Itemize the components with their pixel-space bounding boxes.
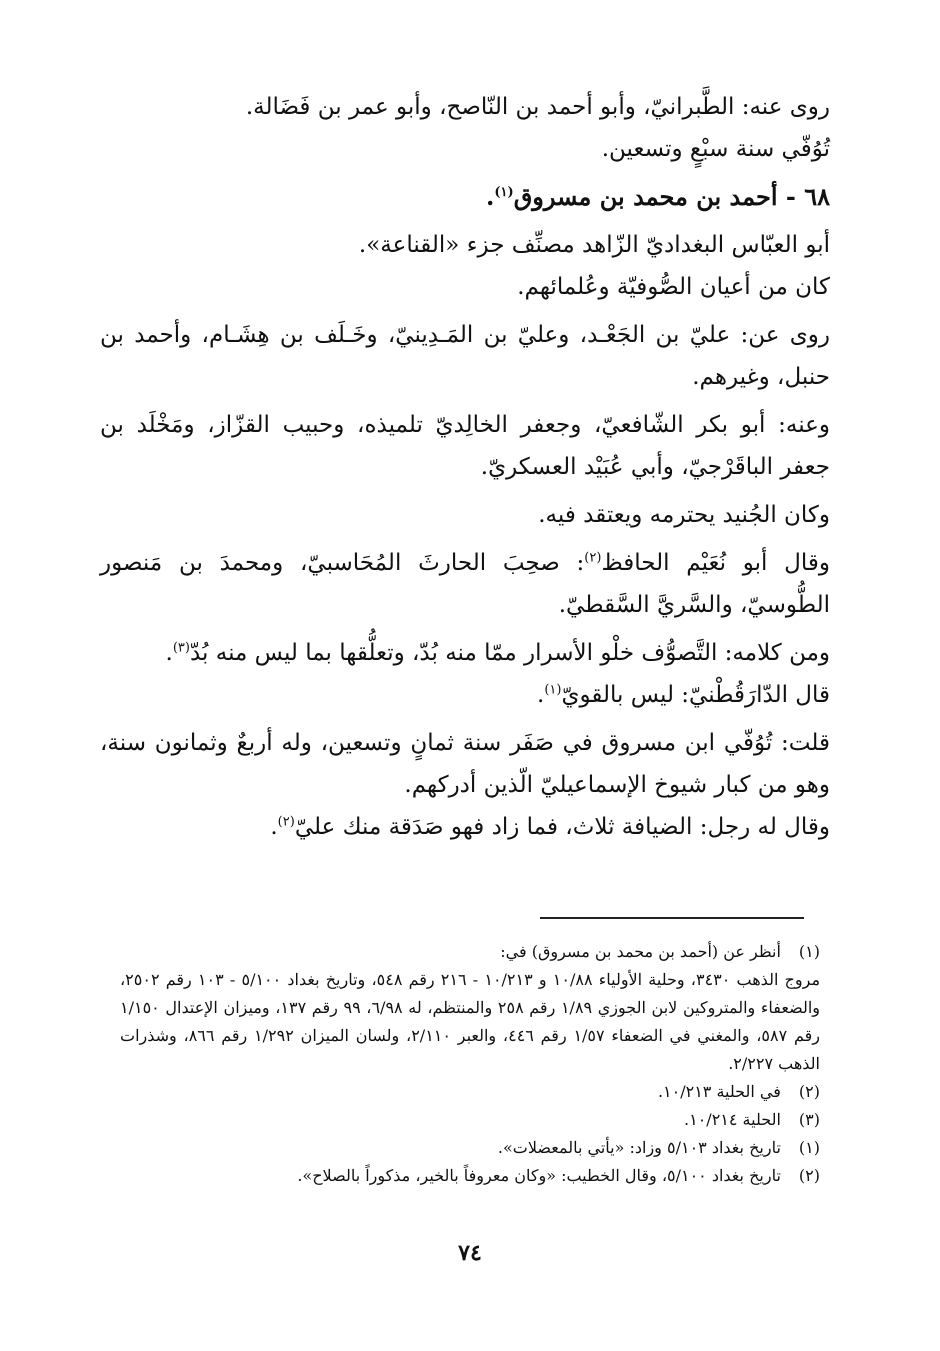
footnote-ref: (٢) bbox=[584, 550, 602, 566]
text-run: . bbox=[537, 682, 545, 708]
paragraph bbox=[100, 632, 830, 716]
footnote-ref: (١) bbox=[494, 185, 514, 200]
paragraph bbox=[100, 542, 830, 626]
text-run: . bbox=[270, 814, 278, 840]
text-run: قال الدّارَقُطْنيّ: ليس بالقويّ bbox=[561, 682, 830, 708]
text-line: كان من أعيان الصُّوفيّة وعُلمائهم. bbox=[517, 274, 830, 300]
footnote-separator bbox=[540, 917, 804, 919]
text-line: أبو العبّاس البغداديّ الزّاهد مصنِّف جزء «القناعة». bbox=[358, 232, 830, 258]
text-line: روى عنه: الطَّبرانيّ، وأبو أحمد بن النّاصح، وأبو عمر بن فَضَالة. bbox=[245, 94, 830, 120]
entry-heading: ٦٨ - أحمد بن محمد بن مسروق$^{(١)}$. bbox=[486, 182, 830, 211]
footnote-ref: (٣) bbox=[172, 640, 190, 656]
footnote bbox=[120, 1162, 820, 1190]
footnote bbox=[120, 938, 820, 966]
footnote-text: الحلية ١٠/٢١٤. bbox=[684, 1110, 781, 1129]
paragraph bbox=[100, 86, 830, 170]
footnote-text: مروج الذهب ٣٤٣٠، وحلية الأولياء ١٠/٨٨ و ١٠/٢١٣ - ٢١٦ رقم ٥٤٨، وتاريخ بغداد ٥/١٠٠ - ١٠٣ رقم ٢٥٠٢، والضعفاء والمتروكين لابن الجوزي ١/٨٩ رقم ٢٥٨ والمنتظم، له ٦/٩٨، ٩٩ رقم ١٣٧، وميزان الإعتدال ١/١٥٠ رقم ٥٨٧، والمغني في الضعفاء ١/٥٧ رقم ٤٤٦، والعبر ٢/١١٠، ولسان الميزان ١/٢٩٢ رقم ٨٦٦، وشذرات الذهب ٢/٢٢٧. bbox=[120, 970, 821, 1073]
footnote bbox=[120, 1106, 820, 1134]
page-number: ٧٤ bbox=[458, 1240, 482, 1266]
text-line bbox=[100, 806, 830, 848]
footnote bbox=[120, 1078, 820, 1106]
text-line: تُوُفّي سنة سبْعٍ وتسعين. bbox=[601, 136, 830, 162]
paragraph: وكان الجُنيد يحترمه ويعتقد فيه. bbox=[538, 502, 830, 528]
paragraph: روى عن: عليّ بن الجَعْـد، وعليّ بن المَـدِينيّ، وخَـلَف بن هِشَـام، وأحمد بن حنبل، وغيرهم. bbox=[100, 322, 830, 390]
footnote-number: (٢) bbox=[798, 1166, 820, 1185]
text-line: قلت: تُوُفّي ابن مسروق في صَفَر سنة ثمانٍ وتسعين، وله أربعٌ وثمانون سنة، وهو من كبار شيوخ الإسماعيليّ الّذين أدركهم. bbox=[100, 730, 830, 798]
paragraph bbox=[100, 224, 830, 308]
text-line bbox=[100, 632, 830, 674]
text-run: ومن كلامه: التَّصوُّف خلْو الأسرار ممّا منه بُدّ، وتعلُّقها بما ليس منه بُدّ bbox=[189, 640, 830, 666]
entry-number: ٦٨ - bbox=[785, 182, 830, 211]
footnote-text: في الحلية ١٠/٢١٣. bbox=[657, 1082, 781, 1101]
footnote-ref: (١) bbox=[544, 682, 562, 698]
footnote-number: (٣) bbox=[798, 1110, 820, 1129]
text-run: وقال أبو نُعَيْم الحافظ bbox=[601, 550, 830, 576]
text-run: : صحِبَ الحارثَ المُحَاسبيّ، ومحمدَ بن مَنصور الطُّوسيّ، والسَّريَّ السَّقطيّ. bbox=[100, 550, 830, 618]
paragraph: وعنه: أبو بكر الشّافعيّ، وجعفر الخالِديّ تلميذه، وحبيب القزّاز، ومَخْلَد بن جعفر الباقَرْجيّ، وأبي عُبَيْد العسكريّ. bbox=[100, 412, 830, 480]
entry-name: أحمد بن محمد بن مسروق bbox=[513, 182, 778, 211]
text-run: وقال له رجل: الضيافة ثلاث، فما زاد فهو صَدَقة منك عليّ bbox=[294, 814, 830, 840]
text-line bbox=[100, 674, 830, 716]
main-text bbox=[100, 86, 830, 854]
footnote-text: تاريخ بغداد ٥/١٠٣ وزاد: «يأتي بالمعضلات». bbox=[497, 1138, 781, 1157]
footnote bbox=[120, 1134, 820, 1162]
footnote-number: (١) bbox=[798, 942, 820, 961]
footnote-number: (١) bbox=[798, 1138, 820, 1157]
footnote-ref: (٢) bbox=[277, 814, 295, 830]
footnotes bbox=[120, 938, 820, 1190]
footnote-text: أنظر عن (أحمد بن محمد بن مسروق) في: bbox=[500, 942, 781, 961]
footnote bbox=[120, 966, 820, 1078]
text-run: . bbox=[165, 640, 173, 666]
footnote-number: (٢) bbox=[798, 1082, 820, 1101]
paragraph bbox=[100, 722, 830, 848]
footnote-text: تاريخ بغداد ٥/١٠٠، وقال الخطيب: «وكان معروفاً بالخير، مذكوراً بالصلاح». bbox=[297, 1166, 781, 1185]
